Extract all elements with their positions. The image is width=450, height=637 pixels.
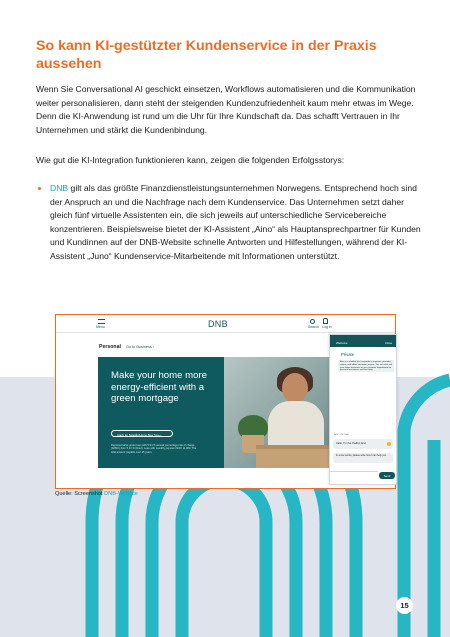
intro-paragraph: Wenn Sie Conversational AI geschickt einsetzen, Workflows automatisieren und die Kommunikation weiter personalisieren, dann steht der steigenden Kundenzufriedenheit kaum mehr etwas im Wege. Denn die KI-Anwendung ist rund um die Uhr für Ihre Kundschaft da. Das schafft Vertrauen in Ihr Unternehmen und stärkt die Kundenbindung.: [36, 84, 416, 135]
hero-button: Apply for Boliglån/Home Boa Type ›: [111, 430, 173, 437]
hero-fineprint: Representative green loan with 5.94 % annual percentage rate of charge (APRC) from 5.13 % (fixed). Loan with monthly payment NOK 11,003. The total amount payable over 25 years.: [111, 444, 197, 454]
cardboard-box-tape: [256, 445, 334, 449]
screenshot-topbar: [56, 315, 395, 333]
chat-agent-label: AINO VIRTUAL: [334, 434, 350, 436]
source-caption: [55, 491, 138, 497]
dnb-link[interactable]: DNB: [50, 183, 69, 193]
menu-icon: [98, 319, 105, 324]
dnb-logo: DNB: [208, 319, 228, 329]
chat-intro-message: Aino is a chatbot that responds to inquiries, provides advice, and offers customer service. You can also ask your home insurance or our customer department for personal assistance and fast help.: [340, 361, 393, 372]
chat-send-button: Send: [379, 472, 395, 479]
search-label: Search: [308, 325, 320, 329]
chat-header-welcome: Welcome: [336, 341, 348, 345]
chat-header-close: Close: [385, 341, 393, 345]
bullet-dot: [38, 187, 41, 190]
menu-label: Menu: [96, 325, 105, 329]
search-icon: [310, 319, 315, 324]
person-body: [268, 401, 324, 451]
chat-widget: [329, 334, 397, 485]
page-title: So kann KI-gestützter Kundenservice in der Praxis aussehen: [36, 38, 377, 72]
chat-header: [330, 335, 396, 347]
source-link[interactable]: DNB-Website: [104, 491, 138, 497]
chat-input: [330, 471, 378, 480]
bullet-text: [50, 182, 422, 264]
hero-photo: [224, 357, 335, 468]
source-prefix: Quelle: Screenshot: [55, 491, 105, 497]
chat-bubble-greeting-text: Hello, I'm the chatbot Aino: [336, 442, 367, 445]
success-stories-intro: Wie gut die KI-Integration funktionieren kann, zeigen die folgenden Erfolgsstorys:: [36, 155, 345, 165]
bullet-body: gilt als das größte Finanzdienstleistungsunternehmen Norwegens. Entsprechend hoch sind der Anspruch an und die Nachfrage nach dem Kundenservice. Das Unternehmen setzt daher gleich fünf virtuelle Assistenten ein, die sich jeweils auf unterschiedliche Servicebereiche konzentrieren. Beispielsweise bietet der KI-Assistent „Aino“ als Hauptansprechpartner für Kunden und Kundinnen auf der DNB-Website schnelle Antworten und Hilfestellungen, während der KI-Assistent „Juno“ Kundenservice-Mitarbeitende mit Informationen unterstützt.: [50, 183, 421, 261]
person-head: [282, 373, 308, 403]
chat-title: Private: [341, 352, 355, 357]
login-label: Log in: [322, 325, 332, 329]
smiley-icon: [387, 442, 391, 446]
nav-personal: Personal: [99, 344, 121, 350]
hero-heading: Make your home more energy-efficient with a green mortgage: [111, 370, 207, 405]
page-number: 15: [396, 597, 413, 614]
chat-bubble-prompt-text: In a few words, please write how I can help you.: [336, 454, 387, 457]
hero-banner: [98, 357, 335, 468]
login-icon: [323, 318, 328, 324]
nav-business: Go to Business ›: [126, 345, 155, 349]
